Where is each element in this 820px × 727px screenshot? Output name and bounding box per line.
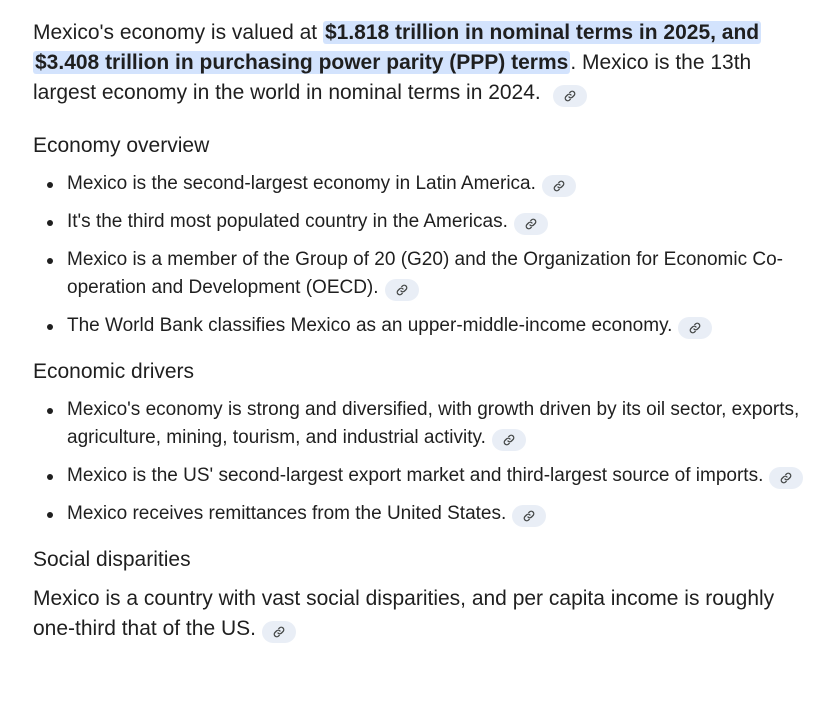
section-heading-economy-overview: Economy overview	[33, 134, 210, 157]
source-link-button[interactable]	[385, 279, 419, 301]
section-heading-economic-drivers: Economic drivers	[33, 360, 195, 383]
link-icon	[523, 510, 535, 522]
intro-highlight: $1.818 trillion in nominal terms in 2025, and $3.408 trillion in purchasing power parity (PPP) terms	[35, 21, 760, 74]
source-link-button[interactable]	[492, 429, 526, 451]
link-icon	[525, 218, 537, 230]
link-icon	[689, 322, 701, 334]
link-icon	[564, 90, 576, 102]
source-link-button[interactable]	[553, 85, 587, 107]
intro-prefix: Mexico's economy is valued at	[33, 21, 323, 44]
list-item	[67, 312, 808, 340]
link-icon	[553, 180, 565, 192]
list-item-text: Mexico receives remittances from the United States.	[67, 503, 507, 524]
list-item-text: Mexico is the US' second-largest export market and third-largest source of imports.	[67, 465, 764, 486]
list-item	[67, 500, 808, 528]
list-item-text: Mexico is a member of the Group of 20 (G20) and the Organization for Economic Co-operation and Development (OECD).	[67, 249, 783, 298]
list-item	[67, 208, 808, 236]
social-disparities-text: Mexico is a country with vast social disparities, and per capita income is roughly one-third that of the US.	[33, 587, 775, 640]
source-link-button[interactable]	[678, 317, 712, 339]
link-icon	[503, 434, 515, 446]
list-item-text: The World Bank classifies Mexico as an upper-middle-income economy.	[67, 315, 673, 336]
list-item	[67, 170, 808, 198]
source-link-button[interactable]	[769, 467, 803, 489]
source-link-button[interactable]	[262, 621, 296, 643]
source-link-button[interactable]	[542, 175, 576, 197]
list-item-text: Mexico's economy is strong and diversified, with growth driven by its oil sector, exports, agriculture, mining, tourism, and industrial activity.	[67, 399, 800, 448]
list-item-text: It's the third most populated country in the Americas.	[67, 211, 508, 232]
link-icon	[396, 284, 408, 296]
link-icon	[273, 626, 285, 638]
link-icon	[780, 472, 792, 484]
intro-paragraph	[33, 18, 808, 108]
social-disparities-paragraph	[33, 584, 808, 644]
source-link-button[interactable]	[512, 505, 546, 527]
economy-overview-list	[33, 170, 808, 340]
list-item	[67, 396, 808, 452]
intro-suffix: . Mexico is the 13th largest economy in the world in nominal terms in 2024.	[33, 51, 752, 104]
source-link-button[interactable]	[514, 213, 548, 235]
list-item	[67, 462, 808, 490]
list-item	[67, 246, 808, 302]
economic-drivers-list	[33, 396, 808, 528]
list-item-text: Mexico is the second-largest economy in Latin America.	[67, 173, 536, 194]
section-heading-social-disparities: Social disparities	[33, 548, 191, 571]
